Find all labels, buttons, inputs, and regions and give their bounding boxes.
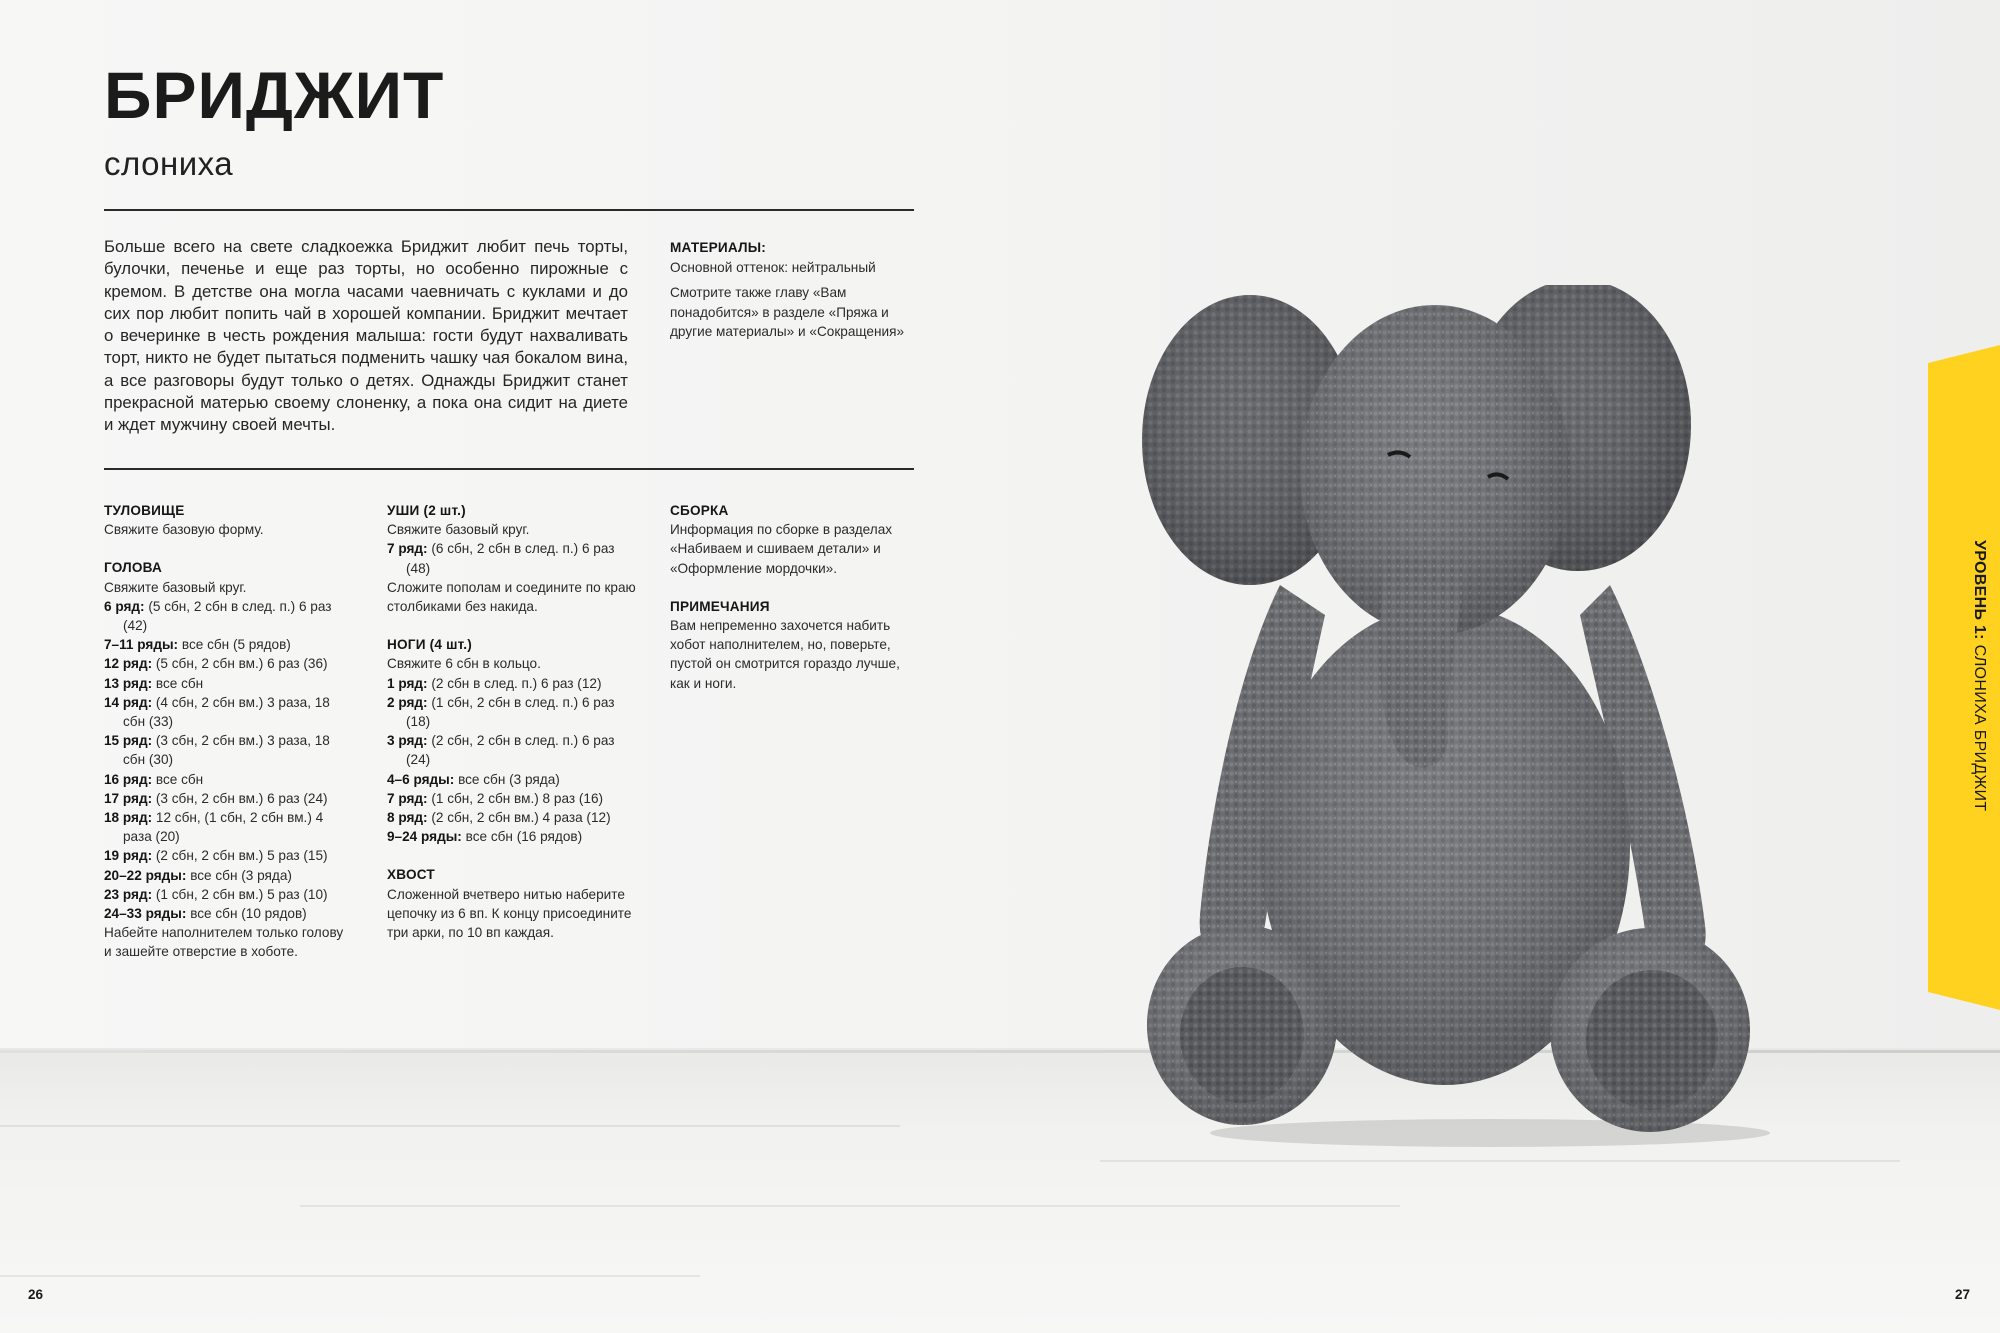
row-label: 15 ряд:: [104, 733, 153, 749]
pattern-row: [104, 885, 354, 904]
section-text: Свяжите 6 сбн в кольцо.: [387, 656, 541, 672]
section-head: [104, 558, 354, 961]
pattern-row: [387, 674, 637, 693]
row-label: 16 ряд:: [104, 771, 153, 787]
pattern-rows: [104, 597, 354, 923]
row-instruction: (1 сбн, 2 сбн в след. п.) 6 раз (18): [406, 694, 615, 730]
row-label: 3 ряд:: [387, 733, 428, 749]
materials-note: Смотрите также главу «Вам понадобится» в разделе «Пряжа и другие материалы» и «Сокращения»: [670, 285, 905, 339]
row-instruction: все сбн (5 рядов): [181, 637, 291, 653]
section-body: [104, 501, 354, 539]
row-instruction: (2 сбн, 2 сбн вм.) 5 раз (15): [155, 848, 328, 864]
column-assembly-notes: [670, 501, 920, 712]
row-label: 19 ряд:: [104, 848, 153, 864]
floor-plank: [1100, 1160, 1900, 1162]
section-text: Свяжите базовый круг.: [387, 522, 530, 538]
row-instruction: все сбн (3 ряда): [458, 771, 560, 787]
pattern-row: [104, 635, 354, 654]
pattern-row: [387, 770, 637, 789]
divider-middle: [104, 468, 914, 470]
section-heading: НОГИ (4 шт.): [387, 637, 473, 653]
row-label: 14 ряд:: [104, 694, 153, 710]
row-label: 7 ряд:: [387, 790, 428, 806]
pattern-row: [104, 866, 354, 885]
pattern-row: [104, 654, 354, 673]
pattern-row: [104, 731, 354, 769]
row-instruction: 12 сбн, (1 сбн, 2 сбн вм.) 4 раза (20): [123, 810, 324, 845]
pattern-row: [104, 693, 354, 731]
section-legs: [387, 635, 637, 846]
row-label: 2 ряд:: [387, 694, 428, 710]
section-heading: ГОЛОВА: [104, 560, 163, 576]
section-heading: ТУЛОВИЩЕ: [104, 503, 185, 518]
row-instruction: (2 сбн в след. п.) 6 раз (12): [431, 675, 602, 691]
floor-plank: [300, 1205, 1400, 1207]
section-heading: УШИ (2 шт.): [387, 503, 466, 518]
pattern-row: [104, 904, 354, 923]
row-label: 8 ряд:: [387, 810, 428, 826]
materials-heading: МАТЕРИАЛЫ:: [670, 240, 767, 255]
page-title: БРИДЖИТ: [104, 58, 445, 132]
page-subtitle: слониха: [104, 145, 234, 182]
row-instruction: все сбн (3 ряда): [190, 867, 292, 883]
row-label: 12 ряд:: [104, 656, 153, 672]
row-label: 1 ряд:: [387, 675, 428, 691]
row-instruction: (2 сбн, 2 сбн в след. п.) 6 раз (24): [406, 733, 615, 768]
row-label: 9–24 ряды:: [387, 829, 462, 845]
row-label: 4–6 ряды:: [387, 771, 455, 787]
section-tail: [387, 865, 637, 942]
row-instruction: все сбн: [155, 675, 204, 691]
section-text: Свяжите базовый круг.: [104, 579, 247, 595]
row-label: 18 ряд:: [104, 810, 153, 826]
pattern-row: [387, 808, 637, 827]
section-heading: ХВОСТ: [387, 867, 435, 883]
row-instruction: (1 сбн, 2 сбн вм.) 8 раз (16): [431, 790, 604, 806]
row-instruction: все сбн: [155, 771, 204, 787]
section-text: Свяжите базовую форму.: [104, 522, 264, 538]
tab-pattern-name: СЛОНИХА БРИДЖИТ: [1971, 644, 1988, 812]
chapter-tab-label: [1950, 540, 1988, 812]
pattern-row: [104, 808, 354, 846]
row-label: 13 ряд:: [104, 675, 153, 691]
pattern-row: [104, 789, 354, 808]
intro-paragraph: Больше всего на свете сладкоежка Бриджит любит печь торты, булочки, печенье и еще раз торты, но особенно пирожные с кремом. В детстве она могла часами чаевничать с куклами и до сих пор любит попить чай в хорошей компании. Бриджит мечтает о вечеринке в честь рождения малыша: гости будут нахваливать торт, никто не будет пытаться подменить чашку чая бокалом вина, а все разговоры будут только о детях. Однажды Бриджит станет прекрасной матерью своему слоненку, а пока она сидит на диете и ждет мужчину своей мечты.: [104, 237, 628, 435]
pattern-row: [104, 846, 354, 865]
row-instruction: все сбн (10 рядов): [190, 906, 307, 922]
section-heading: СБОРКА: [670, 503, 729, 518]
section-note: Набейте наполнителем только голову и зашейте отверстие в хоботе.: [104, 925, 344, 960]
pattern-row: [387, 827, 637, 846]
floor-plank: [0, 1125, 900, 1127]
row-label: 24–33 ряды:: [104, 906, 187, 922]
pattern-row: [387, 731, 637, 769]
section-text: Вам непременно захочется набить хобот наполнителем, но, поверьте, пустой он смотрится гораздо лучше, как и ноги.: [670, 618, 900, 691]
materials-color: Основной оттенок: нейтральный: [670, 259, 876, 275]
row-instruction: (5 сбн, 2 сбн вм.) 6 раз (36): [155, 656, 328, 672]
divider-top: [104, 209, 914, 211]
materials-block: [670, 238, 920, 342]
pattern-rows: [387, 674, 637, 847]
section-note: Сложите пополам и соедините по краю столбиками без накида.: [387, 579, 636, 615]
row-instruction: (4 сбн, 2 сбн вм.) 3 раза, 18 сбн (33): [123, 694, 330, 730]
row-label: 7 ряд:: [387, 541, 428, 557]
section-notes: [670, 597, 920, 693]
floor-plank: [0, 1275, 700, 1277]
pattern-row: [104, 597, 354, 635]
section-text: Сложенной вчетверо нитью наберите цепочку из 6 вп. К концу присоедините три арки, по 10 вп каждая.: [387, 886, 632, 941]
crochet-elephant-image: [1130, 285, 1830, 1155]
pattern-row: [387, 693, 637, 731]
pattern-row: [387, 539, 637, 577]
section-ears: [387, 501, 637, 616]
row-label: 6 ряд:: [104, 598, 145, 614]
row-instruction: (3 сбн, 2 сбн вм.) 3 раза, 18 сбн (30): [123, 733, 330, 768]
row-label: 17 ряд:: [104, 790, 153, 806]
row-label: 23 ряд:: [104, 886, 153, 902]
row-instruction: (2 сбн, 2 сбн вм.) 4 раза (12): [431, 810, 611, 826]
row-instruction: (3 сбн, 2 сбн вм.) 6 раз (24): [155, 790, 328, 806]
row-instruction: все сбн (16 рядов): [465, 829, 583, 845]
section-text: Информация по сборке в разделах «Набиваем и сшиваем детали» и «Оформление мордочки».: [670, 522, 893, 576]
pattern-row: [104, 770, 354, 789]
column-body-head: [104, 501, 354, 981]
pattern-row: [387, 789, 637, 808]
page-number-left: 26: [28, 1287, 44, 1302]
section-assembly: [670, 501, 920, 578]
pattern-rows: [387, 539, 637, 577]
row-label: 20–22 ряды:: [104, 867, 187, 883]
row-label: 7–11 ряды:: [104, 637, 179, 653]
row-instruction: (1 сбн, 2 сбн вм.) 5 раз (10): [155, 886, 328, 902]
tab-level-label: УРОВЕНЬ 1:: [1971, 540, 1988, 640]
column-ears-legs-tail: [387, 501, 637, 961]
section-heading: ПРИМЕЧАНИЯ: [670, 598, 770, 614]
page-number-right: 27: [1955, 1287, 1971, 1302]
pattern-row: [104, 674, 354, 693]
row-instruction: (6 сбн, 2 сбн в след. п.) 6 раз (48): [406, 541, 615, 576]
row-instruction: (5 сбн, 2 сбн в след. п.) 6 раз (42): [123, 598, 332, 634]
